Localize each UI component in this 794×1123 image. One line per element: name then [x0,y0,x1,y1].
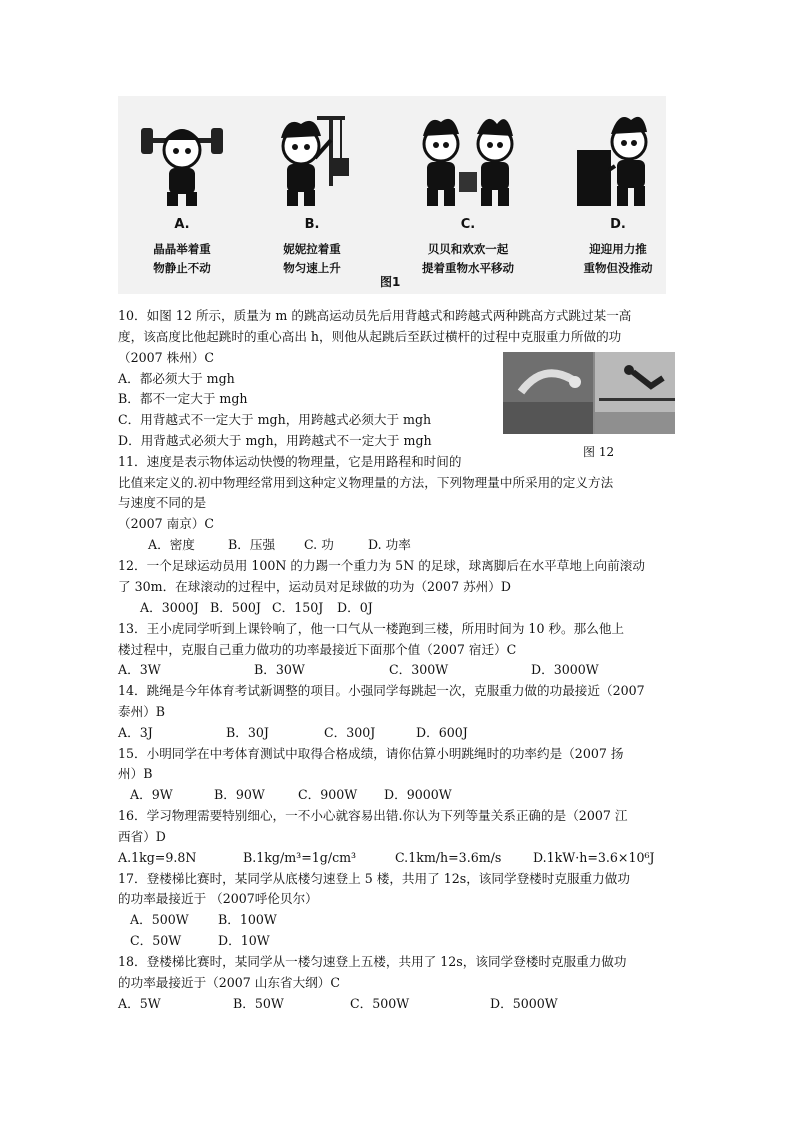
q14-option-b: B．30J [226,725,269,740]
q13-line-2: 楼过程中，克服自己重力做功的功率最接近下面那个值（2007 宿迁）C [118,642,517,657]
q11-option-c: C. 功 [304,537,334,552]
q15-option-b: B．90W [214,787,265,802]
q11-line-4: （2007 南京）C [118,516,215,531]
q13-line-1: 13．王小虎同学听到上课铃响了，他一口气从一楼跑到三楼，所用时间为 10 秒。那么他上 [118,621,625,636]
q18-line-2: 的功率最接近于（2007 山东省大纲）C [118,975,341,990]
figure-1-panel-b [252,104,372,294]
q14-line-1: 14．跳绳是今年体育考试新调整的项目。小强同学每跳起一次，克服重力做的功最接近（2007 [118,683,645,698]
q13-option-c: C．300W [389,662,449,677]
q16-line-2: 西省）D [118,829,166,844]
q18-option-a: A．5W [118,996,161,1011]
high-jump-photo-icon [503,352,675,434]
q17-option-a: A．500W [130,912,189,927]
q11-line-3: 与速度不同的是 [118,495,207,510]
figure-12-caption: 图 12 [583,445,615,459]
q12-option-a: A．3000J [140,600,199,615]
figure-1-letter-a: A. [174,217,190,232]
q17-line-2: 的功率最接近于 （2007呼伦贝尔） [118,891,318,906]
q16-option-c: C.1km/h=3.6m/s [395,850,502,865]
q18-option-c: C．500W [350,996,410,1011]
q10-option-b: B．都不一定大于 mgh [118,391,248,406]
q15-line-1: 15．小明同学在中考体育测试中取得合格成绩，请你估算小明跳绳时的功率约是（2007 扬 [118,746,624,761]
q17-option-c: C．50W [130,933,182,948]
q12-line-1: 12．一个足球运动员用 100N 的力踢一个重力为 5N 的足球，球离脚后在水平草地上向前滚动 [118,558,645,573]
q17-option-d: D．10W [218,933,270,948]
figure-1-caption-b: 妮妮拉着重 物匀速上升 [283,242,341,275]
figure-1-caption-c: 贝贝和欢欢一起 提着重物水平移动 [422,242,514,275]
mascots-carrying-weight-icon [413,110,523,210]
q17-option-b: B．100W [218,912,277,927]
q11-line-2: 比值来定义的.初中物理经常用到这种定义物理量的方法，下列物理量中所采用的定义方法 [118,475,614,490]
q16-option-b: B.1kg/m³=1g/cm³ [243,850,357,865]
figure-1-panel-c [398,104,538,294]
q11-option-d: D. 功率 [368,537,411,552]
figure-1-letter-c: C. [460,217,476,232]
q13-option-b: B．30W [254,662,305,677]
q16-line-1: 16．学习物理需要特别细心，一不小心就容易出错.你认为下列等量关系正确的是（2007 江 [118,808,628,823]
mascot-lifting-barbell-icon [137,110,227,210]
mascot-pushing-box-icon [573,110,663,210]
q12-option-c: C．150J [272,600,324,615]
q10-option-d: D．用背越式必须大于 mgh，用跨越式不一定大于 mgh [118,433,432,448]
q14-option-c: C．300J [324,725,376,740]
q16-option-d: D.1kW·h=3.6×10⁶J [533,850,655,865]
q14-option-d: D．600J [416,725,468,740]
figure-1-letter-b: B. [304,217,320,232]
q11-option-b: B．压强 [228,537,276,552]
figure-12-photo [503,352,675,434]
q18-option-b: B．50W [233,996,284,1011]
figure-1-panel-d [558,104,678,294]
figure-1-caption-a: 晶晶举着重 物静止不动 [153,242,211,275]
figure-1-label: 图1 [380,275,401,289]
q15-option-a: A．9W [130,787,173,802]
q12-option-b: B．500J [210,600,261,615]
figure-1-letter-d: D. [610,217,626,232]
q17-line-1: 17．登楼梯比赛时，某同学从底楼匀速登上 5 楼，共用了 12s，该同学登楼时克服重力做功 [118,871,630,886]
q13-option-a: A．3W [118,662,161,677]
q16-option-a: A.1kg=9.8N [118,850,197,865]
figure-1-panel-a [122,104,242,294]
q12-line-2: 了 30m．在球滚动的过程中，运动员对足球做的功为（2007 苏州）D [118,579,511,594]
q13-option-d: D．3000W [531,662,599,677]
q15-option-c: C．900W [298,787,358,802]
q10-line-3: （2007 株州）C [118,350,215,365]
q10-line-1: 10．如图 12 所示，质量为 m 的跳高运动员先后用背越式和跨越式两种跳高方式跳过某一高 [118,308,632,323]
mascot-pulling-weight-icon [267,110,357,210]
q15-line-2: 州）B [118,766,153,781]
q10-line-2: 度，该高度比他起跳时的重心高出 h，则他从起跳后至跃过横杆的过程中克服重力所做的功 [118,329,622,344]
q10-option-c: C．用背越式不一定大于 mgh，用跨越式必须大于 mgh [118,412,432,427]
q12-option-d: D．0J [337,600,373,615]
figure-1 [118,96,666,294]
q15-option-d: D．9000W [384,787,452,802]
q14-line-2: 泰州）B [118,704,166,719]
figure-1-caption-d: 迎迎用力推 重物但没推动 [583,242,653,275]
q10-option-a: A．都必须大于 mgh [118,371,235,386]
q18-option-d: D．5000W [490,996,558,1011]
q14-option-a: A．3J [118,725,153,740]
q18-line-1: 18．登楼梯比赛时，某同学从一楼匀速登上五楼，共用了 12s，该同学登楼时克服重力做功 [118,954,627,969]
q11-option-a: A．密度 [148,537,195,552]
q11-line-1: 11．速度是表示物体运动快慢的物理量，它是用路程和时间的 [118,454,462,469]
